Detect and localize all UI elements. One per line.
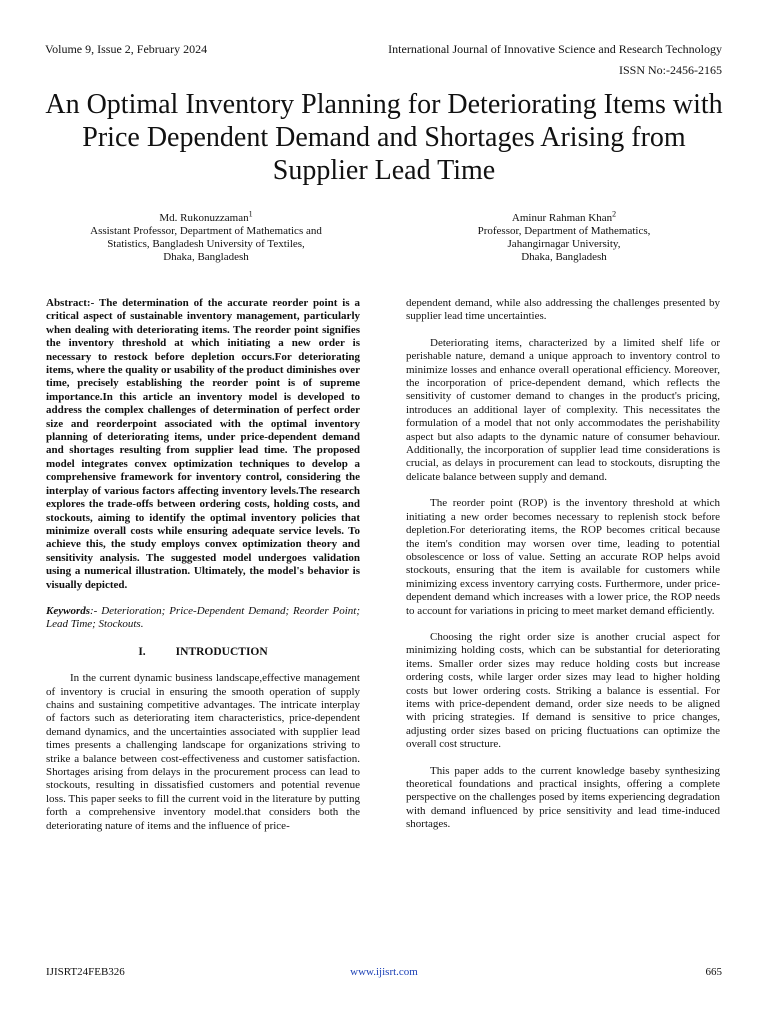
body-paragraph: This paper adds to the current knowledge baseby synthesizing theoretical foundations and practical insights, offering a complete perspective on the challenges posed by items experiencing degradation with demand influenced by price sensitivity and lead time-induced shortages.: [406, 764, 720, 831]
author-2-affiliation-line: Jahangirnagar University,: [507, 238, 621, 250]
author-1-affiliation-line: Statistics, Bangladesh University of Textiles,: [107, 238, 305, 250]
keywords-text: :- Deterioration; Price-Dependent Demand; Reorder Point; Lead Time; Stockouts.: [46, 604, 360, 631]
section-heading: [46, 646, 360, 659]
paper-title: An Optimal Inventory Planning for Deteriorating Items with Price Dependent Demand and Shortages Arising from Supplier Lead Time: [45, 89, 723, 186]
issn: ISSN No:-2456-2165: [618, 63, 722, 77]
intro-paragraph: In the current dynamic business landscape,effective management of inventory is crucial in ensuring the smooth operation of supply chains and sustaining competitive advantages. The intricate interplay of factors such as deteriorating item characteristics, price-dependent demand dynamics, and the uncertainties associated with supplier lead times presents a challenging landscape for organizations striving to strike a balance between cost-effectiveness and customer satisfaction. Shortages arising from delays in the procurement process can lead to stockouts, resulting in dissatisfied customers and potential revenue loss. This paper seeks to fill the current void in the literature by putting forth a comprehensive inventory model.that considers both the deteriorating nature of items and the influence of price-: [46, 672, 360, 832]
right-column: [406, 297, 720, 845]
author-2: [404, 209, 724, 264]
author-1-affiliation-line: Assistant Professor, Department of Mathematics and: [90, 225, 322, 237]
body-paragraph: Choosing the right order size is another crucial aspect for minimizing holding costs, which can be substantial for deteriorating items. Smaller order sizes may reduce holding costs but increase ordering costs, while larger order sizes may lead to higher holding costs but lower ordering costs. Striking a balance is essential. For items with price-dependent demand, order size needs to be aligned with pricing strategies. If demand is sensitive to price changes, adjusting order sizes based on pricing fluctuations can optimize the overall cost structure.: [406, 630, 720, 751]
section-number: I.: [138, 645, 146, 658]
author-2-affiliation-line: Dhaka, Bangladesh: [521, 251, 607, 263]
journal-name: International Journal of Innovative Science and Research Technology: [388, 42, 722, 56]
section-title: INTRODUCTION: [175, 645, 268, 658]
author-1: [46, 209, 366, 264]
website-link[interactable]: www.ijisrt.com: [350, 966, 418, 978]
abstract: Abstract:- The determination of the accurate reorder point is a critical aspect of sustainable inventory management, particularly when dealing with deteriorating items. The reorder point signifies the inventory threshold at which initiating a new order is necessary to restock before depletion occurs.For deteriorating items, where the quality or usability of the product diminishes over time, precisely establishing the reorder point is of supreme importance.In this article an inventory model is developed to address the complex challenges of determination of perfect order size and reorderpoint associated with the optimal inventory planning of deteriorating items, under price-dependent demand and shortages resulting from supplier lead time. The proposed model integrates convex optimization techniques to develop a comprehensive framework for inventory control, considering the interplay of various factors affecting inventory levels.The research explores the trade-offs between ordering costs, holding costs, and stockouts, aiming to identify the optimal inventory policies that minimize overall costs while ensuring adequate service levels. To achieve this, the study employs convex optimization theory and sensitivity analysis. The suggested model undergoes validation using a numerical illustration. Ultimately, the model's behavior is visually depicted.: [46, 297, 360, 591]
body-paragraph: dependent demand, while also addressing the challenges presented by supplier lead time uncertainties.: [406, 297, 720, 323]
paper-code: IJISRT24FEB326: [46, 966, 125, 978]
volume-issue: Volume 9, Issue 2, February 2024: [45, 42, 208, 56]
author-1-name: Md. Rukonuzzaman$^1$: [159, 209, 253, 224]
left-column: [46, 297, 360, 846]
author-1-affiliation-line: Dhaka, Bangladesh: [163, 251, 249, 263]
page-number: 665: [705, 966, 722, 978]
keywords-label: Keywords: [46, 604, 90, 617]
keywords: [46, 605, 360, 632]
author-2-affiliation-line: Professor, Department of Mathematics,: [477, 225, 651, 237]
author-2-name: Aminur Rahman Khan$^2$: [511, 209, 617, 224]
body-paragraph: Deteriorating items, characterized by a limited shelf life or perishable nature, demand a unique approach to inventory control to minimize losses and enhance overall operational efficiency. Moreover, the incorporation of price-dependent demand, which reflects the sensitivity of customer demand to changes in the product's pricing, introduces an additional layer of complexity. This necessitates the formulation of a model that not only accommodates the perishability aspect but also adapts to the dynamic nature of consumer behaviour. Additionally, the incorporation of supplier lead time considerations is crucial, as delays in procurement can lead to stockouts, disrupting the delicate balance between supply and demand.: [406, 336, 720, 483]
body-paragraph: The reorder point (ROP) is the inventory threshold at which initiating a new order becomes necessary to replenish stock before depletion.For deteriorating items, the ROP becomes critical because the item's condition may worsen over time, leading to potential obsolescence or loss of value. Setting an accurate ROP helps avoid stockouts, ensuring that the item is available for customers while minimizing excess inventory carrying costs. Furthermore, under price-dependent demand which increases with a lower price, the ROP needs to account for variations in pricing to meet market demand efficiently.: [406, 497, 720, 617]
